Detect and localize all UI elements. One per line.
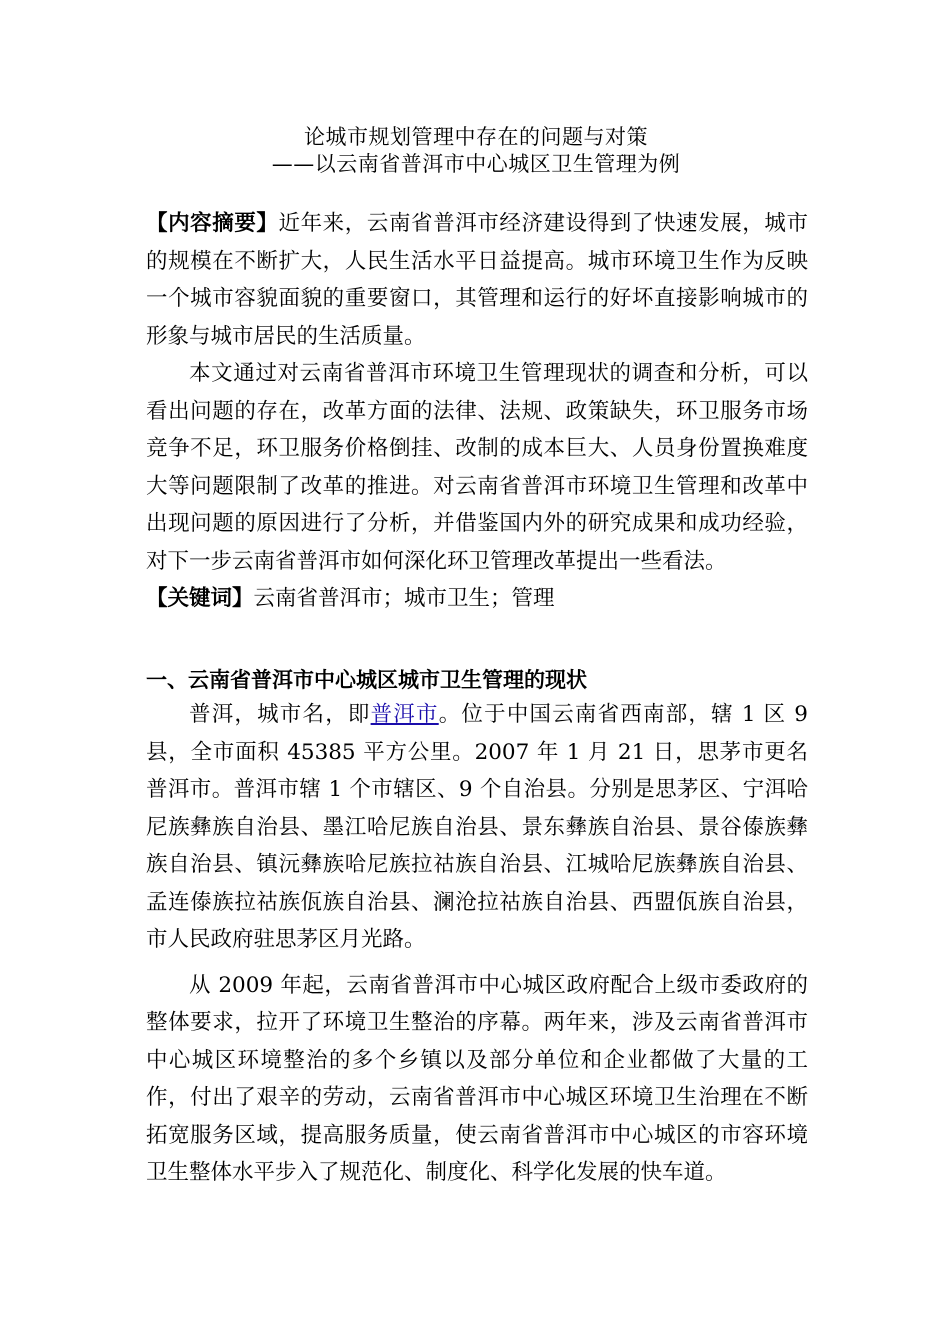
section-1-paragraph-2: 从 2009 年起，云南省普洱市中心城区政府配合上级市委政府的整体要求，拉开了环境卫生整治的序幕。两年来，涉及云南省普洱市中心城区环境整治的多个乡镇以及部分单位和企业都做了大量的工作，付出了艰辛的劳动，云南省普洱市中心城区环境卫生治理在不断拓宽服务区域，提高服务质量，使云南省普洱市中心城区的市容环境卫生整体水平步入了规范化、制度化、科学化发展的快车道。 [146, 972, 808, 1185]
title-line-1: 论城市规划管理中存在的问题与对策 [304, 125, 648, 149]
abstract-text-1: 近年来，云南省普洱市经济建设得到了快速发展，城市的规模在不断扩大，人民生活水平日益提高。城市环境卫生作为反映一个城市容貌面貌的重要窗口，其管理和运行的好坏直接影响城市的形象与城市居民的生活质量。 [146, 211, 808, 349]
section-1-text-b: 。位于中国云南省西南部，辖 1 区 9 县，全市面积 45385 平方公里。2007 年 1 月 21 日，思茅市更名普洱市。普洱市辖 1 个市辖区、9 个自治县。分别是思茅区、宁洱哈尼族彝族自治县、墨江哈尼族自治县、景东彝族自治县、景谷傣族彝族自治县、镇沅彝族哈尼族拉祜族自治县、江城哈尼族彝族自治县、孟连傣族拉祜族佤族自治县、澜沧拉祜族自治县、西盟佤族自治县，市人民政府驻思茅区月光路。 [146, 702, 808, 952]
section-1-paragraph-1 [146, 696, 808, 959]
puer-city-link[interactable]: 普洱市 [370, 702, 439, 727]
keywords-text: 云南省普洱市；城市卫生；管理 [253, 586, 555, 611]
abstract-section [146, 205, 808, 618]
keywords-line [146, 580, 808, 618]
section-1-heading: 一、云南省普洱市中心城区城市卫生管理的现状 [146, 668, 587, 692]
abstract-paragraph-1 [146, 205, 808, 355]
document-title [146, 124, 806, 178]
abstract-paragraph-2: 本文通过对云南省普洱市环境卫生管理现状的调查和分析，可以看出问题的存在，改革方面的法律、法规、政策缺失，环卫服务市场竞争不足，环卫服务价格倒挂、改制的成本巨大、人员身份置换难度大等问题限制了改革的推进。对云南省普洱市环境卫生管理和改革中出现问题的原因进行了分析，并借鉴国内外的研究成果和成功经验，对下一步云南省普洱市如何深化环卫管理改革提出一些看法。 [146, 361, 808, 574]
section-1 [146, 664, 808, 1192]
abstract-label: 【内容摘要】 [146, 211, 279, 236]
title-line-2: ——以云南省普洱市中心城区卫生管理为例 [271, 152, 681, 176]
keywords-label: 【关键词】 [146, 586, 254, 611]
section-1-text-a: 普洱，城市名，即 [189, 702, 371, 727]
